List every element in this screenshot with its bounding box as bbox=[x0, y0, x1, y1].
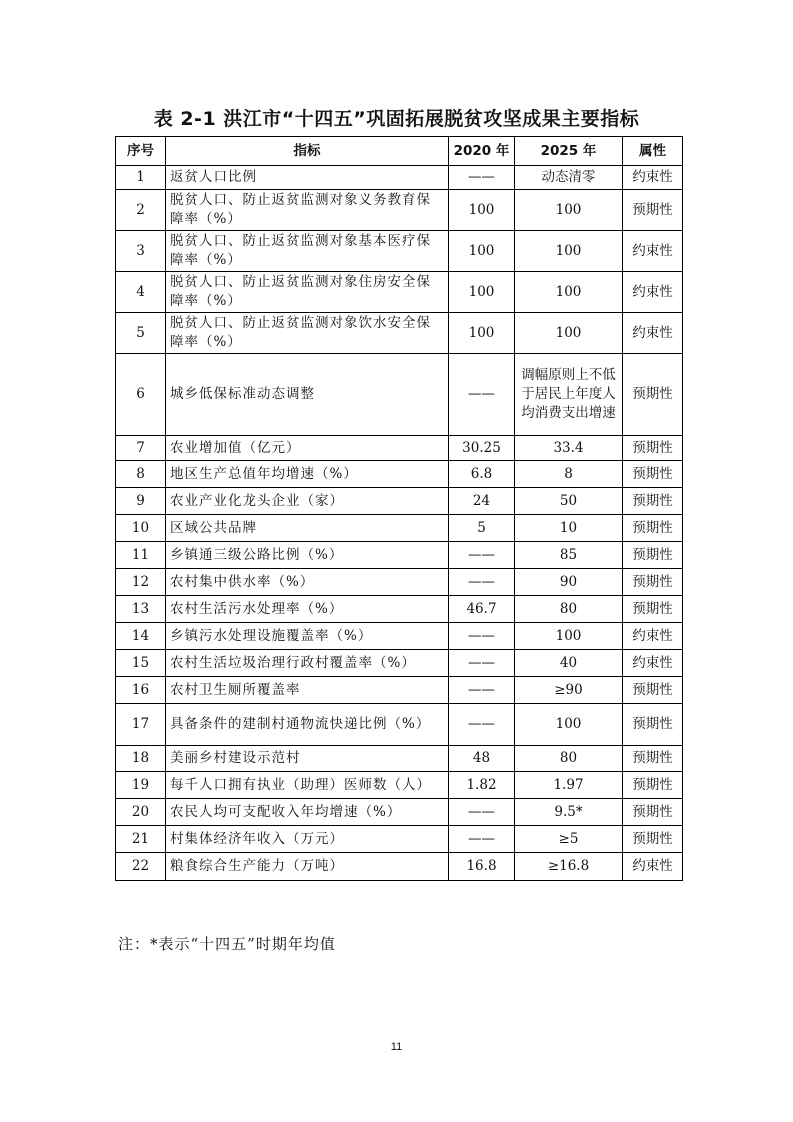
indicator-name: 每千人口拥有执业（助理）医师数（人） bbox=[166, 772, 449, 799]
row-number: 18 bbox=[116, 746, 166, 772]
row-number: 17 bbox=[116, 704, 166, 746]
table-row bbox=[116, 826, 683, 853]
indicator-name: 农业产业化龙头企业（家） bbox=[166, 488, 449, 515]
value-2025: ≥90 bbox=[515, 677, 623, 704]
table-row bbox=[116, 799, 683, 826]
value-2025: 33.4 bbox=[515, 436, 623, 461]
value-2025: 调幅原则上不低于居民上年度人均消费支出增速 bbox=[515, 354, 623, 436]
row-number: 8 bbox=[116, 461, 166, 488]
value-2020: —— bbox=[449, 623, 515, 650]
attribute: 预期性 bbox=[623, 190, 683, 231]
indicator-name: 乡镇污水处理设施覆盖率（%） bbox=[166, 623, 449, 650]
value-2025: ≥16.8 bbox=[515, 853, 623, 881]
footnote: 注：*表示“十四五”时期年均值 bbox=[118, 935, 336, 953]
value-2025: ≥5 bbox=[515, 826, 623, 853]
value-2025: 100 bbox=[515, 623, 623, 650]
row-number: 3 bbox=[116, 231, 166, 272]
page-number: 11 bbox=[390, 1041, 403, 1053]
value-2025: 1.97 bbox=[515, 772, 623, 799]
value-2025: 40 bbox=[515, 650, 623, 677]
table-header-row bbox=[116, 137, 683, 166]
indicator-name: 区域公共品牌 bbox=[166, 515, 449, 542]
value-2020: 100 bbox=[449, 231, 515, 272]
value-2020: 5 bbox=[449, 515, 515, 542]
indicator-name: 脱贫人口、防止返贫监测对象住房安全保障率（%） bbox=[166, 272, 449, 313]
indicator-name: 农业增加值（亿元） bbox=[166, 436, 449, 461]
value-2020: 100 bbox=[449, 313, 515, 354]
table-row bbox=[116, 772, 683, 799]
attribute: 约束性 bbox=[623, 650, 683, 677]
header-2020: 2020 年 bbox=[449, 137, 515, 166]
attribute: 预期性 bbox=[623, 799, 683, 826]
table-row bbox=[116, 677, 683, 704]
table-row bbox=[116, 231, 683, 272]
indicator-name: 农民人均可支配收入年均增速（%） bbox=[166, 799, 449, 826]
row-number: 10 bbox=[116, 515, 166, 542]
attribute: 预期性 bbox=[623, 542, 683, 569]
table-row bbox=[116, 623, 683, 650]
indicator-name: 脱贫人口、防止返贫监测对象饮水安全保障率（%） bbox=[166, 313, 449, 354]
value-2025: 9.5* bbox=[515, 799, 623, 826]
indicator-name: 乡镇通三级公路比例（%） bbox=[166, 542, 449, 569]
table-row bbox=[116, 461, 683, 488]
indicator-name: 村集体经济年收入（万元） bbox=[166, 826, 449, 853]
table-row bbox=[116, 313, 683, 354]
row-number: 6 bbox=[116, 354, 166, 436]
row-number: 16 bbox=[116, 677, 166, 704]
attribute: 约束性 bbox=[623, 231, 683, 272]
attribute: 预期性 bbox=[623, 704, 683, 746]
table-row bbox=[116, 272, 683, 313]
indicator-name: 脱贫人口、防止返贫监测对象义务教育保障率（%） bbox=[166, 190, 449, 231]
attribute: 约束性 bbox=[623, 623, 683, 650]
value-2025: 80 bbox=[515, 596, 623, 623]
table-row bbox=[116, 166, 683, 190]
attribute: 预期性 bbox=[623, 596, 683, 623]
table-row bbox=[116, 704, 683, 746]
indicator-name: 返贫人口比例 bbox=[166, 166, 449, 190]
value-2025: 80 bbox=[515, 746, 623, 772]
header-no: 序号 bbox=[116, 137, 166, 166]
row-number: 21 bbox=[116, 826, 166, 853]
indicator-name: 地区生产总值年均增速（%） bbox=[166, 461, 449, 488]
row-number: 12 bbox=[116, 569, 166, 596]
indicator-name: 粮食综合生产能力（万吨） bbox=[166, 853, 449, 881]
row-number: 5 bbox=[116, 313, 166, 354]
row-number: 4 bbox=[116, 272, 166, 313]
attribute: 预期性 bbox=[623, 488, 683, 515]
attribute: 预期性 bbox=[623, 826, 683, 853]
attribute: 约束性 bbox=[623, 313, 683, 354]
value-2025: 90 bbox=[515, 569, 623, 596]
value-2020: —— bbox=[449, 799, 515, 826]
indicator-name: 美丽乡村建设示范村 bbox=[166, 746, 449, 772]
value-2025: 动态清零 bbox=[515, 166, 623, 190]
indicator-name: 农村卫生厕所覆盖率 bbox=[166, 677, 449, 704]
value-2020: 100 bbox=[449, 272, 515, 313]
table-body bbox=[116, 166, 683, 881]
table-row bbox=[116, 650, 683, 677]
indicator-table bbox=[115, 136, 683, 881]
attribute: 约束性 bbox=[623, 272, 683, 313]
attribute: 约束性 bbox=[623, 166, 683, 190]
table-row bbox=[116, 436, 683, 461]
table-row bbox=[116, 853, 683, 881]
value-2025: 100 bbox=[515, 313, 623, 354]
value-2025: 50 bbox=[515, 488, 623, 515]
indicator-name: 城乡低保标准动态调整 bbox=[166, 354, 449, 436]
value-2020: 100 bbox=[449, 190, 515, 231]
indicator-name: 具备条件的建制村通物流快递比例（%） bbox=[166, 704, 449, 746]
value-2025: 8 bbox=[515, 461, 623, 488]
row-number: 11 bbox=[116, 542, 166, 569]
row-number: 20 bbox=[116, 799, 166, 826]
table-row bbox=[116, 515, 683, 542]
header-2025: 2025 年 bbox=[515, 137, 623, 166]
value-2025: 100 bbox=[515, 231, 623, 272]
value-2020: 16.8 bbox=[449, 853, 515, 881]
row-number: 2 bbox=[116, 190, 166, 231]
value-2020: —— bbox=[449, 166, 515, 190]
row-number: 7 bbox=[116, 436, 166, 461]
header-attr: 属性 bbox=[623, 137, 683, 166]
value-2020: —— bbox=[449, 354, 515, 436]
value-2020: —— bbox=[449, 569, 515, 596]
indicator-name: 脱贫人口、防止返贫监测对象基本医疗保障率（%） bbox=[166, 231, 449, 272]
indicator-name: 农村生活垃圾治理行政村覆盖率（%） bbox=[166, 650, 449, 677]
value-2020: 30.25 bbox=[449, 436, 515, 461]
value-2020: 46.7 bbox=[449, 596, 515, 623]
row-number: 9 bbox=[116, 488, 166, 515]
attribute: 预期性 bbox=[623, 436, 683, 461]
attribute: 预期性 bbox=[623, 677, 683, 704]
value-2025: 100 bbox=[515, 190, 623, 231]
row-number: 14 bbox=[116, 623, 166, 650]
value-2020: —— bbox=[449, 677, 515, 704]
value-2025: 100 bbox=[515, 704, 623, 746]
table-row bbox=[116, 190, 683, 231]
row-number: 1 bbox=[116, 166, 166, 190]
row-number: 19 bbox=[116, 772, 166, 799]
indicator-name: 农村集中供水率（%） bbox=[166, 569, 449, 596]
value-2025: 10 bbox=[515, 515, 623, 542]
value-2020: 24 bbox=[449, 488, 515, 515]
indicator-name: 农村生活污水处理率（%） bbox=[166, 596, 449, 623]
attribute: 约束性 bbox=[623, 853, 683, 881]
row-number: 22 bbox=[116, 853, 166, 881]
table-row bbox=[116, 569, 683, 596]
attribute: 预期性 bbox=[623, 569, 683, 596]
attribute: 预期性 bbox=[623, 461, 683, 488]
table-row bbox=[116, 488, 683, 515]
value-2020: 6.8 bbox=[449, 461, 515, 488]
value-2020: —— bbox=[449, 826, 515, 853]
value-2020: —— bbox=[449, 704, 515, 746]
table-row bbox=[116, 354, 683, 436]
value-2020: —— bbox=[449, 542, 515, 569]
table-row bbox=[116, 542, 683, 569]
attribute: 预期性 bbox=[623, 515, 683, 542]
value-2025: 85 bbox=[515, 542, 623, 569]
table-row bbox=[116, 746, 683, 772]
attribute: 预期性 bbox=[623, 772, 683, 799]
attribute: 预期性 bbox=[623, 746, 683, 772]
table-title: 表 2-1 洪江市“十四五”巩固拓展脱贫攻坚成果主要指标 bbox=[153, 108, 640, 130]
attribute: 预期性 bbox=[623, 354, 683, 436]
value-2020: 1.82 bbox=[449, 772, 515, 799]
value-2020: 48 bbox=[449, 746, 515, 772]
header-name: 指标 bbox=[166, 137, 449, 166]
table-row bbox=[116, 596, 683, 623]
row-number: 15 bbox=[116, 650, 166, 677]
value-2020: —— bbox=[449, 650, 515, 677]
row-number: 13 bbox=[116, 596, 166, 623]
value-2025: 100 bbox=[515, 272, 623, 313]
